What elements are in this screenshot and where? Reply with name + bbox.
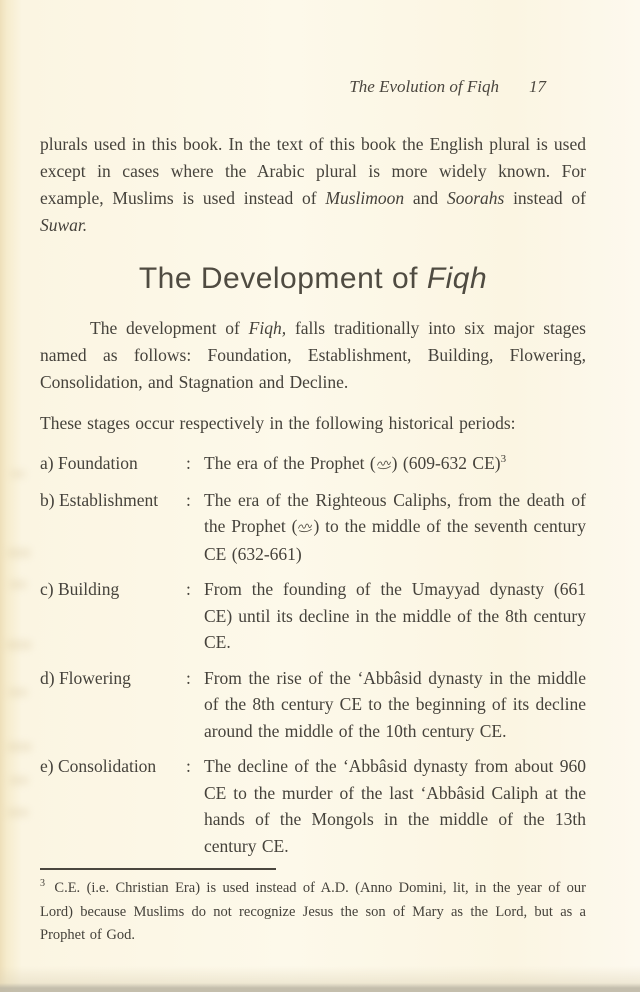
stage-description-text: The era of the Prophet (: [204, 453, 376, 473]
lead-paragraph: [40, 315, 586, 396]
stage-label: [40, 753, 186, 859]
stage-colon: :: [186, 579, 191, 599]
page-header: [40, 76, 546, 98]
stage-name: Building: [57, 579, 120, 599]
list-item-flowering: [40, 665, 586, 745]
footnote-block: [40, 868, 586, 948]
stage-label: [40, 665, 186, 745]
stage-name: Consolidation: [57, 756, 157, 776]
stage-description-text: From the founding of the Umayyad dynasty (661 CE) until its decline in the middle of the 8th century CE.: [204, 579, 586, 652]
pbuh-calligraphy-icon: [297, 514, 313, 541]
stage-letter: c): [40, 579, 54, 599]
stage-letter: e): [40, 756, 54, 776]
stages-list: [40, 450, 586, 868]
stage-colon: :: [186, 489, 191, 510]
footnote-body: C.E. (i.e. Christian Era) is used instead of A.D. (Anno Domini, lit, in the year of our Lord) because Muslims do not recognize Jesus the son of Mary as the Lord, but as a Prophet of God.: [40, 880, 586, 943]
list-item-establishment: [40, 487, 586, 568]
intro-paragraph: [40, 131, 586, 239]
italic-term-soorahs: Soorahs: [446, 188, 505, 208]
section-heading: [40, 260, 586, 298]
periods-intro-line: These stages occur respectively in the following historical periods:: [40, 413, 516, 433]
stage-description: [204, 753, 586, 859]
bleed-through-artifact: [6, 640, 32, 650]
italic-term-fiqh: Fiqh,: [248, 318, 287, 338]
stage-letter: d): [40, 667, 55, 688]
footnote-divider: [40, 868, 276, 870]
section-heading-text: The Development of: [138, 262, 427, 295]
list-item-building: [40, 576, 586, 656]
stage-description: [204, 450, 586, 478]
intro-text: plurals used in this book. In the text of this book the English plural is used except in cases where the Arabic plural is more widely known. For example, Muslims is used instead of: [40, 134, 586, 208]
stage-name: Foundation: [57, 453, 138, 473]
bleed-through-artifact: [7, 742, 32, 752]
pbuh-calligraphy-icon: [376, 451, 392, 478]
stage-colon: :: [186, 453, 191, 473]
stage-description-text: ) to the middle of the seventh century CE (632-661): [204, 516, 586, 564]
stage-description: [204, 487, 586, 568]
bleed-through-artifact: [10, 470, 26, 478]
stage-description-text: The era of the Righteous Caliphs, from the death of the Prophet (: [204, 489, 586, 536]
stage-description: [204, 576, 586, 656]
stage-label: [40, 576, 186, 656]
stage-letter: a): [40, 453, 54, 473]
footnote-reference: 3: [500, 453, 507, 466]
stage-colon: :: [186, 756, 191, 776]
bleed-through-artifact: [8, 688, 28, 697]
bleed-through-artifact: [7, 808, 29, 817]
stage-name: Flowering: [58, 667, 131, 688]
footnote-text: [40, 877, 586, 948]
lead-text: The development of: [90, 318, 249, 338]
stage-description-text: ) (609-632 CE): [391, 453, 501, 473]
bleed-through-artifact: [9, 776, 29, 785]
intro-text: and: [404, 188, 447, 208]
page-number: 17: [529, 77, 546, 96]
list-item-consolidation: [40, 753, 586, 859]
bleed-through-artifact: [9, 580, 27, 589]
bleed-through-artifact: [7, 548, 31, 558]
stage-label: [40, 487, 186, 568]
italic-term-suwar: Suwar.: [40, 215, 88, 235]
italic-term-muslimoon: Muslimoon: [325, 188, 405, 208]
stage-description-text: From the rise of the ‘Abbâsid dynasty in the middle of the 8th century CE to the beginning of its decline around the middle of the 10th century CE.: [204, 667, 586, 741]
stage-label: [40, 450, 186, 478]
stage-name: Establishment: [58, 489, 159, 510]
stage-description: [204, 665, 586, 745]
lead-text: falls traditionally into six major stages named as follows: Foundation, Establishment, Building, Flowering, Consolidation, and Stagnation and Decline.: [40, 318, 586, 392]
running-title: The Evolution of Fiqh: [349, 77, 499, 96]
stage-description-text: The decline of the ‘Abbâsid dynasty from about 960 CE to the murder of the last ‘Abbâsid Caliph at the hands of the Mongols in the middle of the 13th century CE.: [204, 756, 586, 856]
footnote-number: 3: [40, 878, 45, 890]
section-heading-italic-term: Fiqh: [426, 262, 488, 295]
stage-letter: b): [40, 489, 55, 510]
intro-text: instead of: [504, 188, 586, 208]
list-item-foundation: [40, 450, 586, 478]
stage-colon: :: [186, 667, 191, 688]
